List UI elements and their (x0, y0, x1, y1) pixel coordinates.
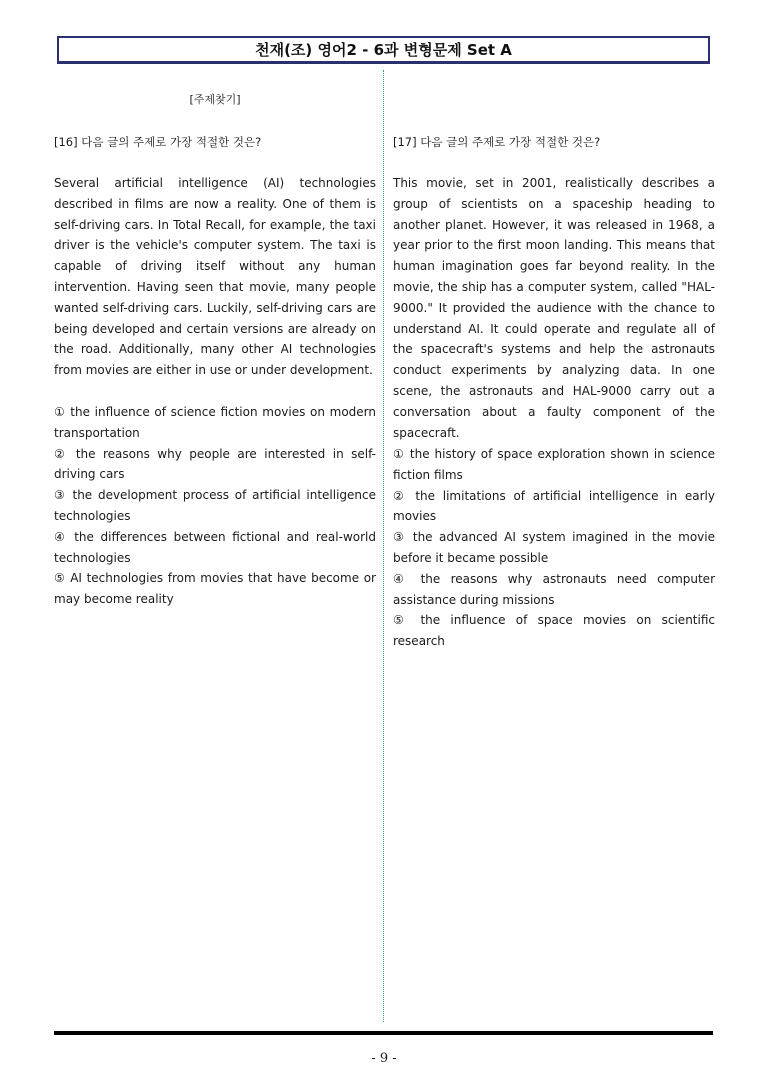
option-3: ③ the advanced AI system imagined in the movie before it became possible (393, 530, 715, 565)
option-4: ④ the reasons why astronauts need computer assistance during missions (393, 571, 715, 607)
document-title-box (57, 36, 710, 64)
column-divider (383, 70, 384, 1022)
option-2: ② the reasons why people are interested in self-driving cars (54, 446, 376, 482)
option-5: ⑤ the influence of space movies on scientific research (393, 613, 715, 649)
question-17-options (393, 444, 715, 652)
question-16-options (54, 402, 376, 610)
question-16-passage: Several artificial intelligence (AI) technologies described in films are now a reality. One of them is self-driving cars. In Total Recall, for example, the taxi driver is the vehicle's computer system. The taxi is capable of driving itself without any human intervention. Having seen that movie, many people wanted self-driving cars. Luckily, self-driving cars are being developed and certain versions are already on the road. Additionally, many other AI technologies from movies are either in use or under development. (54, 176, 376, 378)
option-5: ⑤ AI technologies from movies that have become or may become reality (54, 571, 376, 607)
footer-rule (54, 1031, 713, 1035)
option-2: ② the limitations of artificial intelligence in early movies (393, 488, 715, 524)
page-number: - 9 - (371, 1051, 397, 1066)
option-4: ④ the differences between fictional and real-world technologies (54, 529, 376, 565)
option-3: ③ the development process of artificial intelligence technologies (54, 488, 376, 523)
option-1: ① the influence of science fiction movies on modern transportation (54, 405, 376, 440)
section-label: [주제찾기] (189, 93, 241, 106)
question-17-passage: This movie, set in 2001, realistically describes a group of scientists on a spaceship heading to another planet. However, it was released in 1968, a year prior to the first moon landing. This means that human imagination goes far beyond reality. In the movie, the ship has a computer system, called "HAL-9000." It provided the audience with the chance to understand AI. It could operate and regulate all of the spacecraft's systems and help the astronauts conduct experiments by analyzing data. In one scene, the astronauts and HAL-9000 carry out a conversation about a faulty component of the spacecraft. (393, 176, 715, 440)
question-17-heading: [17] 다음 글의 주제로 가장 적절한 것은? (393, 135, 601, 149)
option-1: ① the history of space exploration shown in science fiction films (393, 447, 715, 482)
document-title: 천재(조) 영어2 - 6과 변형문제 Set A (255, 41, 512, 59)
question-16-heading: [16] 다음 글의 주제로 가장 적절한 것은? (54, 135, 262, 149)
